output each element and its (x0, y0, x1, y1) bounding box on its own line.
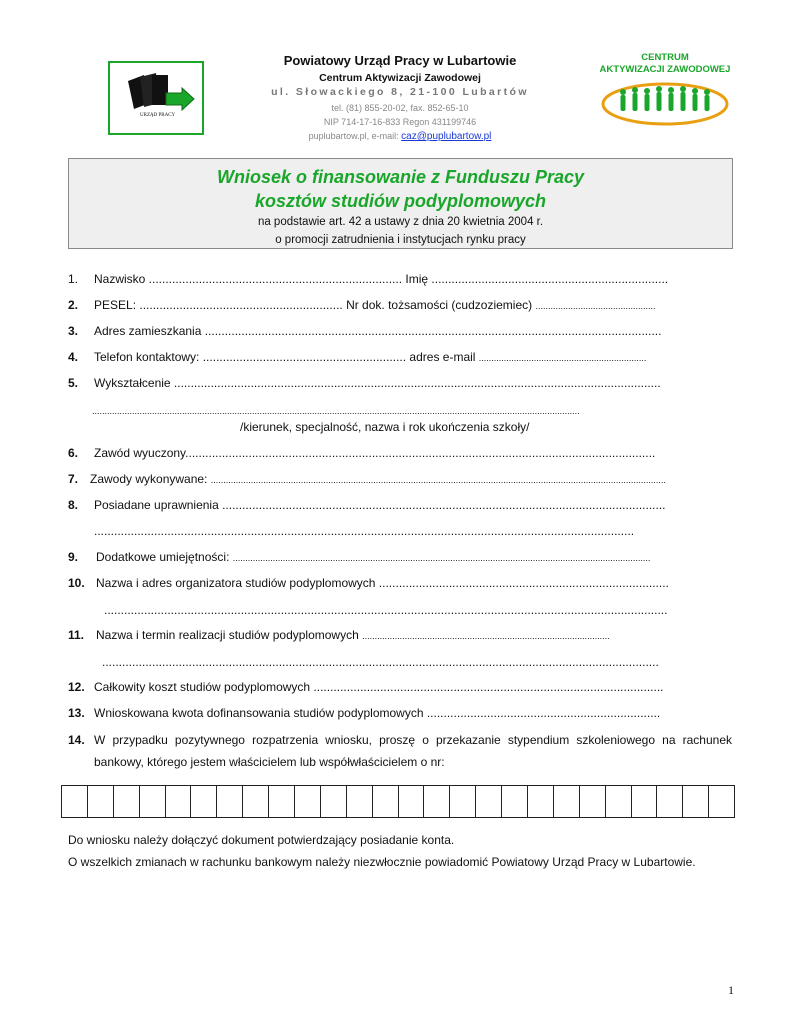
field-number: 9. (68, 550, 79, 564)
field-number: 10. (68, 576, 85, 590)
account-digit-cell[interactable] (373, 786, 399, 817)
account-digit-cell[interactable] (709, 786, 734, 817)
field-qualifications-cont[interactable]: .................................................................................................................................................................. (94, 524, 635, 538)
field-organizer[interactable]: Nazwa i adres organizatora studiów podyplomowych ....................................................................................... (96, 576, 669, 590)
urzad-pracy-logo (108, 61, 204, 135)
page-number: 1 (728, 983, 734, 997)
field-studies-term-label: Nazwa i termin realizacji studiów podyplomowych (96, 628, 363, 642)
account-digit-cell[interactable] (450, 786, 476, 817)
field-skills-label: Dodatkowe umiejętności: (96, 550, 233, 564)
field-number: 14. (68, 733, 85, 747)
field-additional-skills[interactable] (96, 550, 650, 565)
caz-logo-line1: CENTRUM (641, 52, 689, 63)
field-bank-account-text: W przypadku pozytywnego rozpatrzenia wniosku, proszę o przekazanie stypendium szkoleniowego na rachunek bankowy, którego jestem właścicielem lub współwłaścicielem o nr: (94, 733, 732, 769)
field-number: 4. (68, 350, 79, 364)
account-digit-cell[interactable] (62, 786, 88, 817)
office-name: Powiatowy Urząd Pracy w Lubartowie (283, 53, 517, 68)
account-digit-cell[interactable] (347, 786, 373, 817)
field-number: 2. (68, 298, 79, 312)
email-link[interactable]: caz@puplubartow.pl (401, 131, 492, 142)
caz-logo-line2: AKTYWIZACJI ZAWODOWEJ (599, 64, 731, 75)
legal-basis-line1: na podstawie art. 42 a ustawy z dnia 20 kwietnia 2004 r. (257, 216, 544, 228)
account-digit-cell[interactable] (683, 786, 709, 817)
field-studies-term-cont[interactable]: ....................................................................................................................................................................... (102, 655, 659, 669)
field-number: 11. (68, 628, 85, 642)
note-attach-document: Do wniosku należy dołączyć dokument potwierdzający posiadanie konta. (68, 833, 455, 847)
field-number: 5. (68, 376, 79, 390)
office-phone: tel. (81) 855-20-02, fax. 852-65-10 (331, 103, 469, 113)
field-id-dots: ................................................ (535, 301, 656, 311)
account-digit-cell[interactable] (399, 786, 425, 817)
form-title-box (68, 158, 733, 249)
field-professions-dots: ...................................................................................................................................................................................... (210, 475, 666, 485)
field-pesel-id[interactable] (94, 298, 655, 313)
centre-name: Centrum Aktywizacji Zawodowej (319, 72, 481, 84)
account-digit-cell[interactable] (321, 786, 347, 817)
account-digit-cell[interactable] (657, 786, 683, 817)
field-address[interactable]: Adres zamieszkania ......................................................................................................................................... (94, 324, 662, 338)
field-number: 6. (68, 446, 79, 460)
field-phone-email[interactable] (94, 350, 646, 365)
account-digit-cell[interactable] (554, 786, 580, 817)
bank-account-grid[interactable] (61, 785, 735, 818)
web-prefix: puplubartow.pl, e-mail: (308, 131, 402, 141)
account-digit-cell[interactable] (217, 786, 243, 817)
field-skills-dots: ....................................................................................................................................................................... (232, 553, 651, 563)
account-digit-cell[interactable] (632, 786, 658, 817)
field-number: 3. (68, 324, 79, 338)
office-address: ul. Słowackiego 8, 21-100 Lubartów (271, 86, 529, 98)
field-pesel-label: PESEL: ............................................................. Nr dok. tożsamości (cudzoziemiec) (94, 298, 536, 312)
field-qualifications[interactable]: Posiadane uprawnienia ..................................................................................................................................... (94, 498, 666, 512)
logo-caption: URZĄD PRACY (140, 113, 176, 118)
account-digit-cell[interactable] (269, 786, 295, 817)
field-education-caption: /kierunek, specjalność, nazwa i rok ukończenia szkoły/ (240, 420, 530, 434)
field-professions-label: Zawody wykonywane: (90, 472, 211, 486)
account-digit-cell[interactable] (88, 786, 114, 817)
field-number: 7. (68, 472, 79, 486)
field-phone-label: Telefon kontaktowy: ............................................................. adres e-mail (94, 350, 479, 364)
account-digit-cell[interactable] (580, 786, 606, 817)
field-organizer-cont[interactable]: ......................................................................................................................................................................... (104, 603, 668, 617)
note-account-changes: O wszelkich zmianach w rachunku bankowym należy niezwłocznie powiadomić Powiatowy Urząd Pracy w Lubartowie. (68, 855, 696, 869)
account-digit-cell[interactable] (295, 786, 321, 817)
field-number: 8. (68, 498, 79, 512)
field-performed-professions[interactable] (90, 472, 666, 487)
account-digit-cell[interactable] (243, 786, 269, 817)
logo-cards-arrow-icon (110, 63, 202, 133)
form-title-line2: kosztów studiów podyplomowych (254, 191, 546, 211)
field-education[interactable]: Wykształcenie .................................................................................................................................................. (94, 376, 661, 390)
field-requested-amount[interactable]: Wnioskowana kwota dofinansowania studiów podyplomowych ...................................................................... (94, 706, 661, 720)
account-digit-cell[interactable] (528, 786, 554, 817)
field-total-cost[interactable]: Całkowity koszt studiów podyplomowych ......................................................................................................... (94, 680, 664, 694)
account-digit-cell[interactable] (476, 786, 502, 817)
office-web (240, 131, 560, 142)
account-digit-cell[interactable] (140, 786, 166, 817)
account-digit-cell[interactable] (191, 786, 217, 817)
field-studies-term-dots: ................................................................................................... (362, 631, 610, 641)
account-digit-cell[interactable] (502, 786, 528, 817)
account-digit-cell[interactable] (114, 786, 140, 817)
account-digit-cell[interactable] (166, 786, 192, 817)
field-studies-term[interactable] (96, 628, 610, 643)
field-learned-profession[interactable]: Zawód wyuczony............................................................................................................................................. (94, 446, 656, 460)
form-title-line1: Wniosek o finansowanie z Funduszu Pracy (216, 167, 585, 187)
account-digit-cell[interactable] (424, 786, 450, 817)
account-digit-cell[interactable] (606, 786, 632, 817)
field-education-cont[interactable]: ................................................................................................................................................................................................... (92, 406, 580, 416)
people-group-icon (595, 76, 735, 132)
field-number: 1. (68, 272, 79, 286)
field-email-dots: ................................................................... (478, 353, 647, 363)
office-nip-regon: NIP 714-17-16-833 Regon 431199746 (323, 117, 477, 127)
caz-logo (595, 50, 735, 132)
field-number: 12. (68, 680, 85, 694)
field-surname-name[interactable]: Nazwisko ............................................................................ Imię ....................................................................... (94, 272, 669, 286)
field-number: 13. (68, 706, 85, 720)
legal-basis-line2: o promocji zatrudnienia i instytucjach rynku pracy (275, 234, 526, 246)
